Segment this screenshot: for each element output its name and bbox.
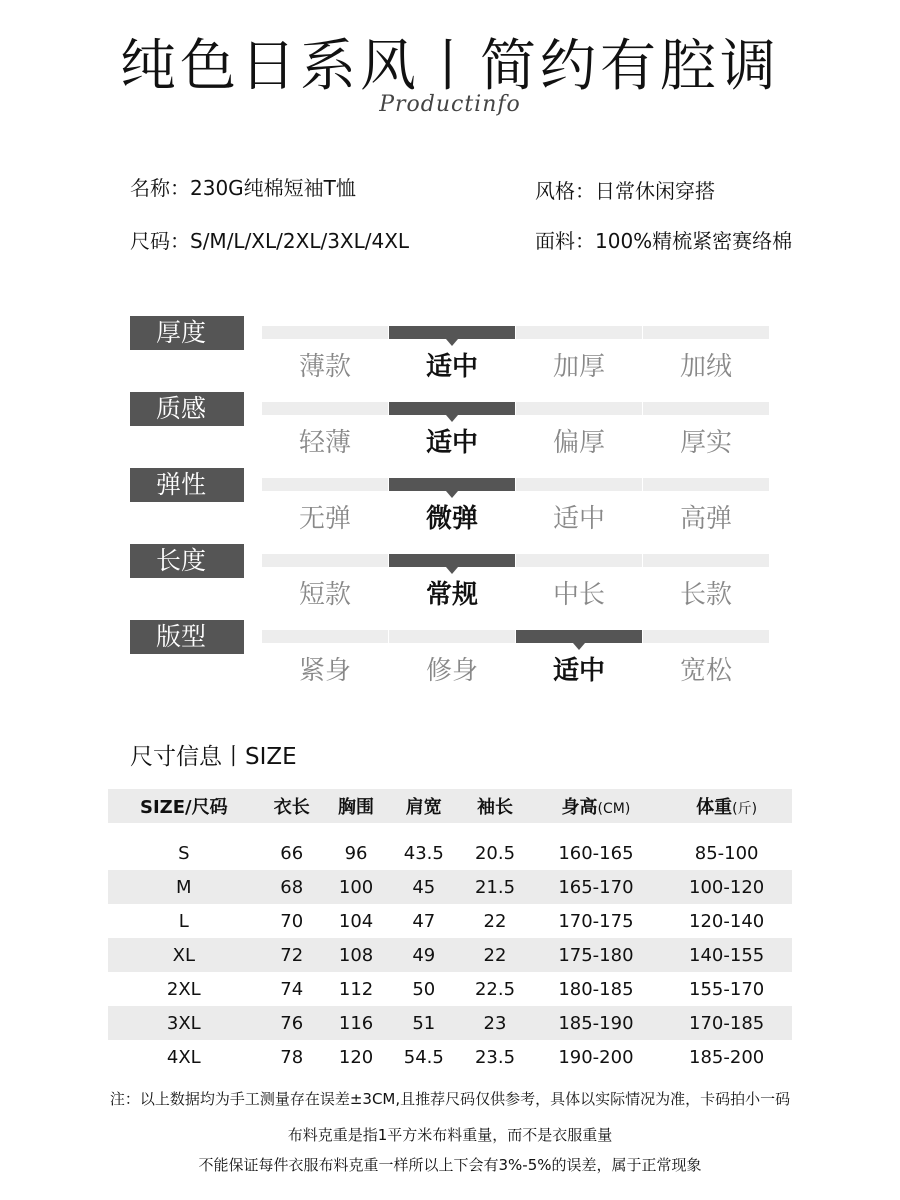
attribute-label: 长度 <box>130 544 244 578</box>
scale-option: 适中 <box>552 504 605 534</box>
attribute-label: 弹性 <box>130 468 244 502</box>
table-cell: 23.5 <box>474 1046 516 1068</box>
scale-option: 短款 <box>298 580 351 610</box>
selection-pointer-icon <box>573 643 585 650</box>
table-cell: 120-140 <box>689 910 765 932</box>
table-cell: 78 <box>280 1046 304 1068</box>
header-length: 衣长 <box>260 789 324 823</box>
table-cell: 140-155 <box>661 938 792 972</box>
scale-segment-selected <box>389 478 515 491</box>
table-cell: 66 <box>280 842 304 864</box>
scale-option-selected: 常规 <box>425 580 478 610</box>
table-cell: 160-165 <box>558 842 634 864</box>
table-cell: 70 <box>280 910 304 932</box>
table-cell: 49 <box>388 938 459 972</box>
page-title: 纯色日系风丨简约有腔调 <box>120 34 780 99</box>
scale-option: 修身 <box>425 656 478 686</box>
header-weight-unit: (斤) <box>732 801 758 817</box>
header-shoulder: 肩宽 <box>388 789 459 823</box>
table-row <box>108 836 792 870</box>
table-cell: 170-175 <box>558 910 634 932</box>
attribute-label: 版型 <box>130 620 244 654</box>
scale-segment <box>643 326 769 339</box>
scale-segment <box>643 402 769 415</box>
size-table <box>108 789 792 1074</box>
table-row <box>108 1040 792 1074</box>
scale-option: 高弹 <box>679 504 732 534</box>
product-name: 名称：230G纯棉短袖T恤 <box>130 176 356 200</box>
scale-segment <box>389 630 515 643</box>
scale-segment <box>516 554 642 567</box>
scale-option: 加厚 <box>552 352 605 382</box>
attribute-label: 厚度 <box>130 316 244 350</box>
table-cell: 175-180 <box>531 938 662 972</box>
attribute-label: 质感 <box>130 392 244 426</box>
scale-segment <box>516 478 642 491</box>
scale-segment-selected <box>516 630 642 643</box>
table-cell: 3XL <box>108 1006 260 1040</box>
header-chest: 胸围 <box>324 789 388 823</box>
script-subtitle: Productinfo <box>379 92 521 117</box>
scale-option: 紧身 <box>298 656 351 686</box>
scale-segment <box>643 554 769 567</box>
scale-segment-selected <box>389 402 515 415</box>
scale-option: 无弹 <box>298 504 351 534</box>
table-cell: 43.5 <box>403 842 444 864</box>
product-style: 风格：日常休闲穿搭 <box>535 179 715 203</box>
scale-option: 轻薄 <box>298 428 351 458</box>
scale-segment <box>516 326 642 339</box>
table-cell: 74 <box>280 978 304 1000</box>
scale-option: 长款 <box>679 580 732 610</box>
selection-pointer-icon <box>446 415 458 422</box>
table-cell: 76 <box>260 1006 324 1040</box>
scale-segment <box>262 554 388 567</box>
size-section-title: 尺寸信息丨SIZE <box>130 744 297 770</box>
scale-segment <box>643 630 769 643</box>
table-row <box>108 1006 792 1040</box>
table-cell: L <box>178 910 189 932</box>
table-cell: 112 <box>338 978 374 1000</box>
table-cell: 85-100 <box>694 842 759 864</box>
scale-segment-selected <box>389 326 515 339</box>
scale-option: 厚实 <box>679 428 732 458</box>
note-weight-definition: 布料克重是指1平方米布料重量，而不是衣服重量 <box>287 1126 613 1144</box>
table-cell: 4XL <box>166 1046 201 1068</box>
scale-option-selected: 适中 <box>425 428 478 458</box>
table-cell: 96 <box>344 842 368 864</box>
table-cell: 100-120 <box>661 870 792 904</box>
table-cell: 54.5 <box>403 1046 444 1068</box>
header-height-unit: (CM) <box>597 801 631 817</box>
scale-option: 中长 <box>552 580 605 610</box>
table-cell: 23 <box>459 1006 530 1040</box>
header-size: SIZE/尺码 <box>108 789 260 823</box>
table-cell: M <box>108 870 260 904</box>
table-cell: 170-185 <box>661 1006 792 1040</box>
table-cell: 20.5 <box>474 842 516 864</box>
note-weight-variance: 不能保证每件衣服布料克重一样所以上下会有3%-5%的误差，属于正常现象 <box>198 1156 702 1174</box>
selection-pointer-icon <box>446 567 458 574</box>
table-cell: 2XL <box>166 978 201 1000</box>
table-cell: 155-170 <box>689 978 765 1000</box>
product-sizes: 尺码：S/M/L/XL/2XL/3XL/4XL <box>130 229 410 253</box>
scale-option-selected: 微弹 <box>425 504 478 534</box>
scale-segment <box>262 402 388 415</box>
note-measurement: 注：以上数据均为手工测量存在误差±3CM,且推荐尺码仅供参考，具体以实际情况为准，卡码拍小一码 <box>109 1090 791 1108</box>
scale-segment <box>262 478 388 491</box>
table-cell: 68 <box>260 870 324 904</box>
table-row <box>108 870 792 904</box>
header-height-label: 身高 <box>561 797 598 818</box>
scale-segment <box>516 402 642 415</box>
table-row <box>108 972 792 1006</box>
scale-option: 宽松 <box>679 656 732 686</box>
header-sleeve: 袖长 <box>459 789 530 823</box>
table-cell: 108 <box>324 938 388 972</box>
scale-segment <box>643 478 769 491</box>
table-row <box>108 938 792 972</box>
scale-segment <box>262 326 388 339</box>
size-table-header <box>108 789 792 823</box>
table-cell: 22 <box>483 910 507 932</box>
scale-segment <box>262 630 388 643</box>
table-cell: 72 <box>260 938 324 972</box>
scale-option: 加绒 <box>679 352 732 382</box>
scale-segment-selected <box>389 554 515 567</box>
table-cell: 120 <box>338 1046 374 1068</box>
scale-option-selected: 适中 <box>552 656 605 686</box>
product-fabric: 面料：100%精梳紧密赛络棉 <box>535 229 793 253</box>
header-weight <box>661 789 792 823</box>
table-cell: XL <box>108 938 260 972</box>
table-cell: S <box>178 842 190 864</box>
table-cell: 51 <box>388 1006 459 1040</box>
table-cell: 21.5 <box>459 870 530 904</box>
table-cell: 116 <box>324 1006 388 1040</box>
table-cell: 185-190 <box>531 1006 662 1040</box>
selection-pointer-icon <box>446 339 458 346</box>
table-cell: 180-185 <box>558 978 634 1000</box>
table-spacer <box>108 823 792 836</box>
table-cell: 165-170 <box>531 870 662 904</box>
scale-option: 偏厚 <box>552 428 605 458</box>
table-cell: 45 <box>388 870 459 904</box>
table-cell: 190-200 <box>558 1046 634 1068</box>
table-cell: 100 <box>324 870 388 904</box>
table-cell: 185-200 <box>689 1046 765 1068</box>
scale-option-selected: 适中 <box>425 352 478 382</box>
table-cell: 50 <box>412 978 436 1000</box>
header-height <box>531 789 662 823</box>
table-cell: 47 <box>412 910 436 932</box>
header-weight-label: 体重 <box>696 797 733 818</box>
table-row <box>108 904 792 938</box>
table-cell: 22 <box>459 938 530 972</box>
table-cell: 104 <box>338 910 374 932</box>
selection-pointer-icon <box>446 491 458 498</box>
table-cell: 22.5 <box>474 978 516 1000</box>
scale-option: 薄款 <box>298 352 351 382</box>
